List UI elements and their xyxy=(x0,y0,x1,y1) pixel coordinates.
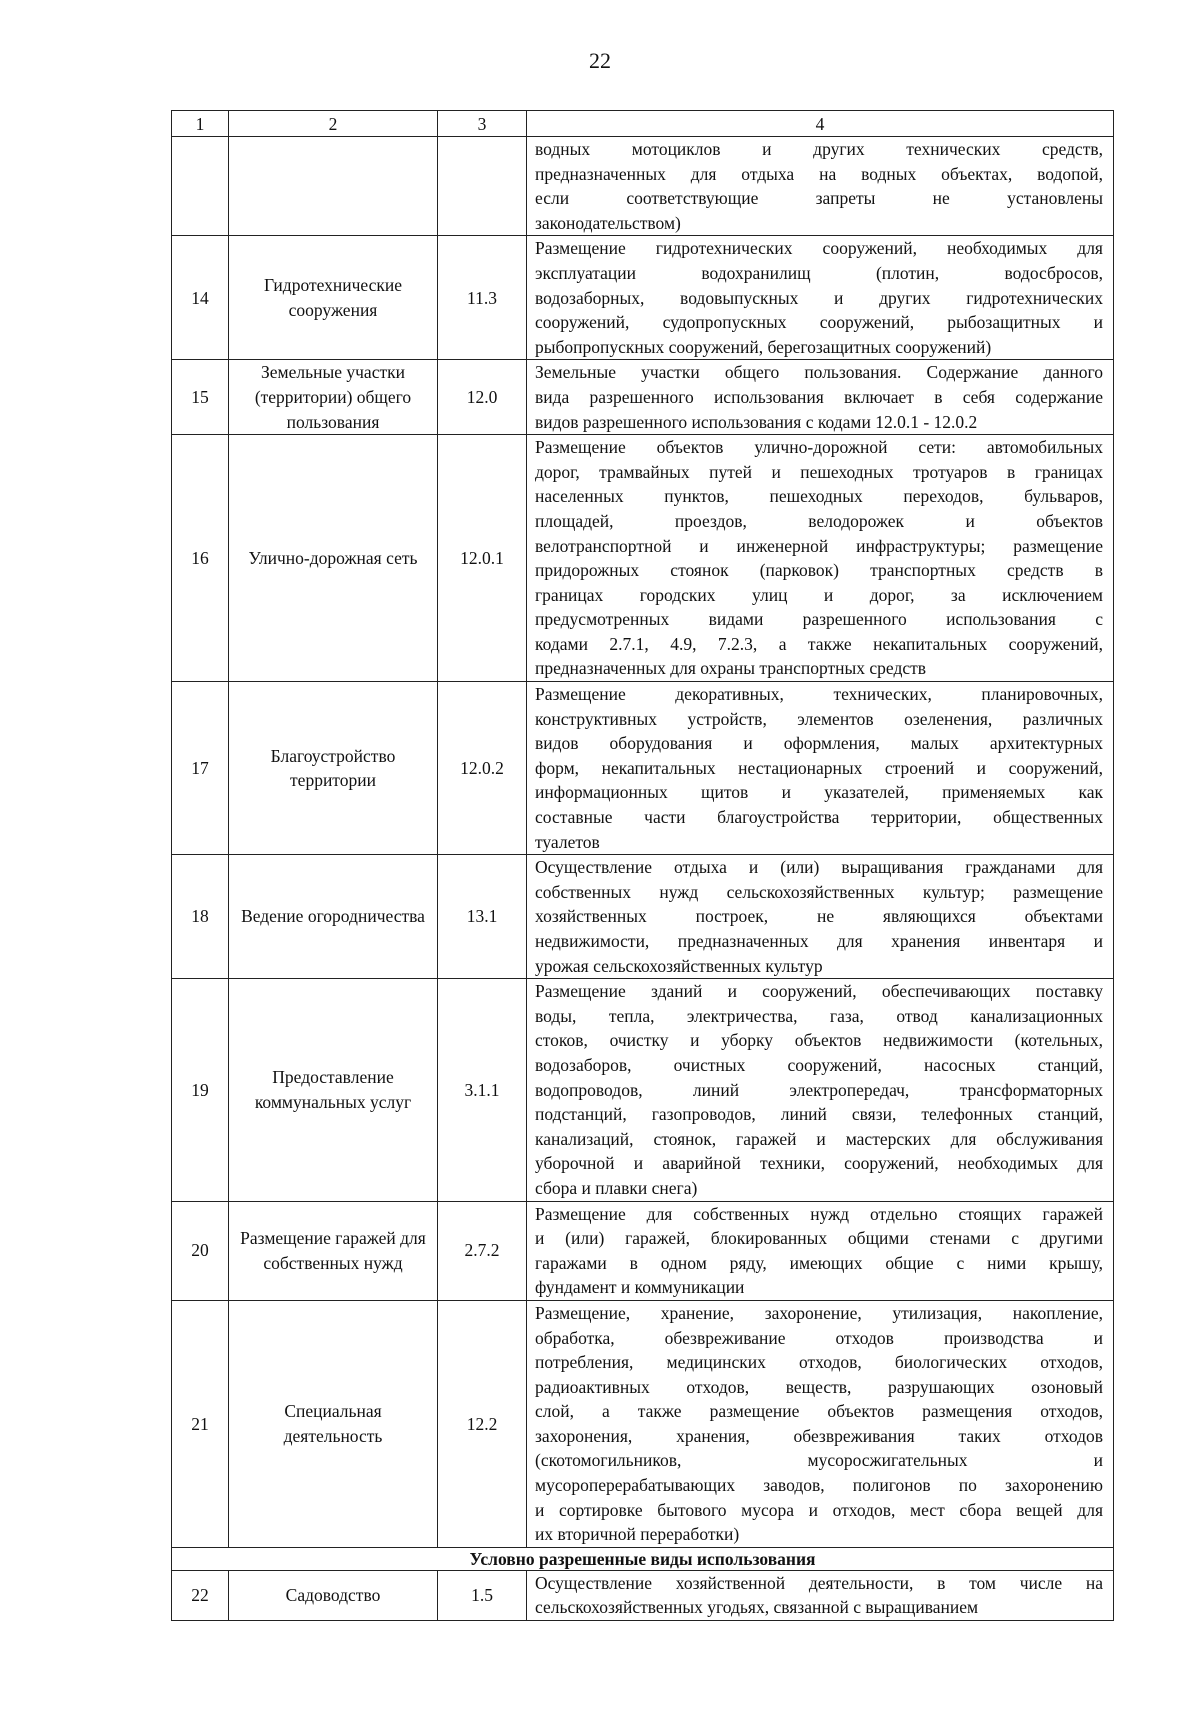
description-line: рыбопропускных сооружений, берегозащитных сооружений) xyxy=(535,336,992,357)
description-line: Земельные участки общего пользования. Содержание данного xyxy=(535,362,1103,383)
description-line: форм, некапитальных нестационарных строений и сооружений, xyxy=(535,757,1103,778)
land-use-name: Ведение огородничества xyxy=(229,855,438,979)
land-use-code: 13.1 xyxy=(438,855,527,979)
land-use-description xyxy=(527,1300,1114,1547)
land-use-code xyxy=(438,137,527,236)
description-line: вида разрешенного использования включает в себя содержание xyxy=(535,386,1103,407)
description-line: слой, а также размещение объектов размещения отходов, xyxy=(535,1401,1103,1422)
land-use-code: 12.0 xyxy=(438,360,527,435)
row-number: 14 xyxy=(172,236,229,360)
description-line: населенных пунктов, пешеходных переходов, бульваров, xyxy=(535,486,1103,507)
row-number: 19 xyxy=(172,979,229,1201)
description-line: обработка, обезвреживание отходов производства и xyxy=(535,1327,1103,1348)
description-line: площадей, проездов, велодорожек и объектов xyxy=(535,510,1103,531)
description-line: предназначенных для отдыха на водных объектах, водопой, xyxy=(535,163,1103,184)
description-line: предусмотренных видами разрешенного использования с xyxy=(535,609,1103,630)
land-use-code: 12.2 xyxy=(438,1300,527,1547)
description-line: собственных нужд сельскохозяйственных культур; размещение xyxy=(535,881,1103,902)
land-use-name: Благоустройство территории xyxy=(229,682,438,855)
description-line: подстанций, газопроводов, линий связи, телефонных станций, xyxy=(535,1104,1103,1125)
description-line: велотранспортной и инженерной инфраструктуры; размещение xyxy=(535,535,1103,556)
header-cell: 3 xyxy=(438,111,527,137)
description-line: предназначенных для охраны транспортных средств xyxy=(535,658,927,679)
description-line: Размещение объектов улично-дорожной сети: автомобильных xyxy=(535,437,1103,458)
description-line: конструктивных устройств, элементов озеленения, различных xyxy=(535,708,1103,729)
description-line: туалетов xyxy=(535,831,600,852)
description-line: их вторичной переработки) xyxy=(535,1524,740,1545)
table-row xyxy=(172,682,1114,855)
land-use-description xyxy=(527,360,1114,435)
description-line: и сортировке бытового мусора и отходов, мест сбора вещей для xyxy=(535,1499,1103,1520)
row-number xyxy=(172,137,229,236)
description-line: Осуществление отдыха и (или) выращивания гражданами для xyxy=(535,857,1103,878)
description-line: Размещение гидротехнических сооружений, необходимых для xyxy=(535,238,1103,259)
description-line: если соответствующие запреты не установлены xyxy=(535,188,1103,209)
land-use-name: Земельные участки (территории) общего пользования xyxy=(229,360,438,435)
table-row xyxy=(172,855,1114,979)
land-use-description xyxy=(527,979,1114,1201)
table-row xyxy=(172,236,1114,360)
land-use-name xyxy=(229,137,438,236)
land-use-table xyxy=(171,110,1114,1621)
land-use-description xyxy=(527,1201,1114,1300)
description-line: уборочной и аварийной техники, сооружений, необходимых для xyxy=(535,1153,1103,1174)
header-cell: 1 xyxy=(172,111,229,137)
description-line: кодами 2.7.1, 4.9, 7.2.3, а также некапитальных сооружений, xyxy=(535,633,1103,654)
land-use-code: 2.7.2 xyxy=(438,1201,527,1300)
description-line: информационных щитов и указателей, применяемых как xyxy=(535,782,1103,803)
description-line: мусороперерабатывающих заводов, полигонов по захоронению xyxy=(535,1475,1103,1496)
description-line: захоронения, хранения, обезвреживания таких отходов xyxy=(535,1425,1103,1446)
description-line: придорожных стоянок (парковок) транспортных средств в xyxy=(535,560,1103,581)
row-number: 17 xyxy=(172,682,229,855)
section-title: Условно разрешенные виды использования xyxy=(172,1547,1114,1570)
description-line: хозяйственных построек, не являющихся объектами xyxy=(535,906,1103,927)
table-row xyxy=(172,1300,1114,1547)
row-number: 18 xyxy=(172,855,229,979)
description-line: (скотомогильников, мусоросжигательных и xyxy=(535,1450,1103,1471)
description-line: Размещение зданий и сооружений, обеспечивающих поставку xyxy=(535,981,1103,1002)
row-number: 20 xyxy=(172,1201,229,1300)
table-row xyxy=(172,435,1114,682)
description-line: стоков, очистку и уборку объектов недвижимости (котельных, xyxy=(535,1030,1103,1051)
description-line: гаражами в одном ряду, имеющих общие с ними крышу, xyxy=(535,1252,1103,1273)
description-line: сбора и плавки снега) xyxy=(535,1177,698,1198)
description-line: составные части благоустройства территории, общественных xyxy=(535,807,1103,828)
description-line: водопроводов, линий электропередач, трансформаторных xyxy=(535,1079,1103,1100)
section-row xyxy=(172,1547,1114,1570)
row-number: 22 xyxy=(172,1570,229,1620)
land-use-name: Специальная деятельность xyxy=(229,1300,438,1547)
land-use-description xyxy=(527,236,1114,360)
description-line: Размещение декоративных, технических, планировочных, xyxy=(535,684,1103,705)
description-line: Размещение, хранение, захоронение, утилизация, накопление, xyxy=(535,1302,1103,1323)
description-line: потребления, медицинских отходов, биологических отходов, xyxy=(535,1352,1103,1373)
description-line: урожая сельскохозяйственных культур xyxy=(535,955,823,976)
land-use-code: 1.5 xyxy=(438,1570,527,1620)
table-row xyxy=(172,979,1114,1201)
land-use-description xyxy=(527,1570,1114,1620)
description-line: видов оборудования и оформления, малых архитектурных xyxy=(535,733,1103,754)
description-line: фундамент и коммуникации xyxy=(535,1277,745,1298)
description-line: сооружений, судопропускных сооружений, рыбозащитных и xyxy=(535,312,1103,333)
land-use-description xyxy=(527,855,1114,979)
land-use-name: Садоводство xyxy=(229,1570,438,1620)
description-line: водозаборов, очистных сооружений, насосных станций, xyxy=(535,1054,1103,1075)
table-row xyxy=(172,1201,1114,1300)
description-line: границах городских улиц и дорог, за исключением xyxy=(535,584,1103,605)
description-line: недвижимости, предназначенных для хранения инвентаря и xyxy=(535,931,1103,951)
description-line: радиоактивных отходов, веществ, разрушающих озоновый xyxy=(535,1376,1103,1397)
description-line: законодательством) xyxy=(535,212,681,233)
land-use-code: 3.1.1 xyxy=(438,979,527,1201)
description-line: видов разрешенного использования с кодами 12.0.1 - 12.0.2 xyxy=(535,411,978,432)
land-use-name: Гидротехнические сооружения xyxy=(229,236,438,360)
land-use-description xyxy=(527,435,1114,682)
land-use-name: Предоставление коммунальных услуг xyxy=(229,979,438,1201)
land-use-description xyxy=(527,682,1114,855)
header-cell: 4 xyxy=(527,111,1114,137)
row-number: 16 xyxy=(172,435,229,682)
land-use-description xyxy=(527,137,1114,236)
description-line: сельскохозяйственных угодьях, связанной с выращиванием xyxy=(535,1597,979,1618)
land-use-code: 11.3 xyxy=(438,236,527,360)
table-row xyxy=(172,137,1114,236)
table-row xyxy=(172,1570,1114,1620)
description-line: Осуществление хозяйственной деятельности, в том числе на xyxy=(535,1572,1103,1593)
table-header-row xyxy=(172,111,1114,137)
description-line: водозаборных, водовыпускных и других гидротехнических xyxy=(535,287,1103,308)
land-use-code: 12.0.2 xyxy=(438,682,527,855)
row-number: 15 xyxy=(172,360,229,435)
land-use-name: Размещение гаражей для собственных нужд xyxy=(229,1201,438,1300)
description-line: Размещение для собственных нужд отдельно стоящих гаражей xyxy=(535,1203,1103,1224)
description-line: эксплуатации водохранилищ (плотин, водосбросов, xyxy=(535,262,1103,283)
description-line: дорог, трамвайных путей и пешеходных тротуаров в границах xyxy=(535,461,1103,482)
header-cell: 2 xyxy=(229,111,438,137)
page-number: 22 xyxy=(589,48,611,73)
land-use-code: 12.0.1 xyxy=(438,435,527,682)
description-line: и (или) гаражей, блокированных общими стенами с другими xyxy=(535,1228,1103,1249)
description-line: водных мотоциклов и других технических средств, xyxy=(535,139,1103,159)
land-use-name: Улично-дорожная сеть xyxy=(229,435,438,682)
table-row xyxy=(172,360,1114,435)
description-line: канализаций, стоянок, гаражей и мастерских для обслуживания xyxy=(535,1128,1103,1149)
description-line: воды, тепла, электричества, газа, отвод канализационных xyxy=(535,1005,1103,1026)
row-number: 21 xyxy=(172,1300,229,1547)
